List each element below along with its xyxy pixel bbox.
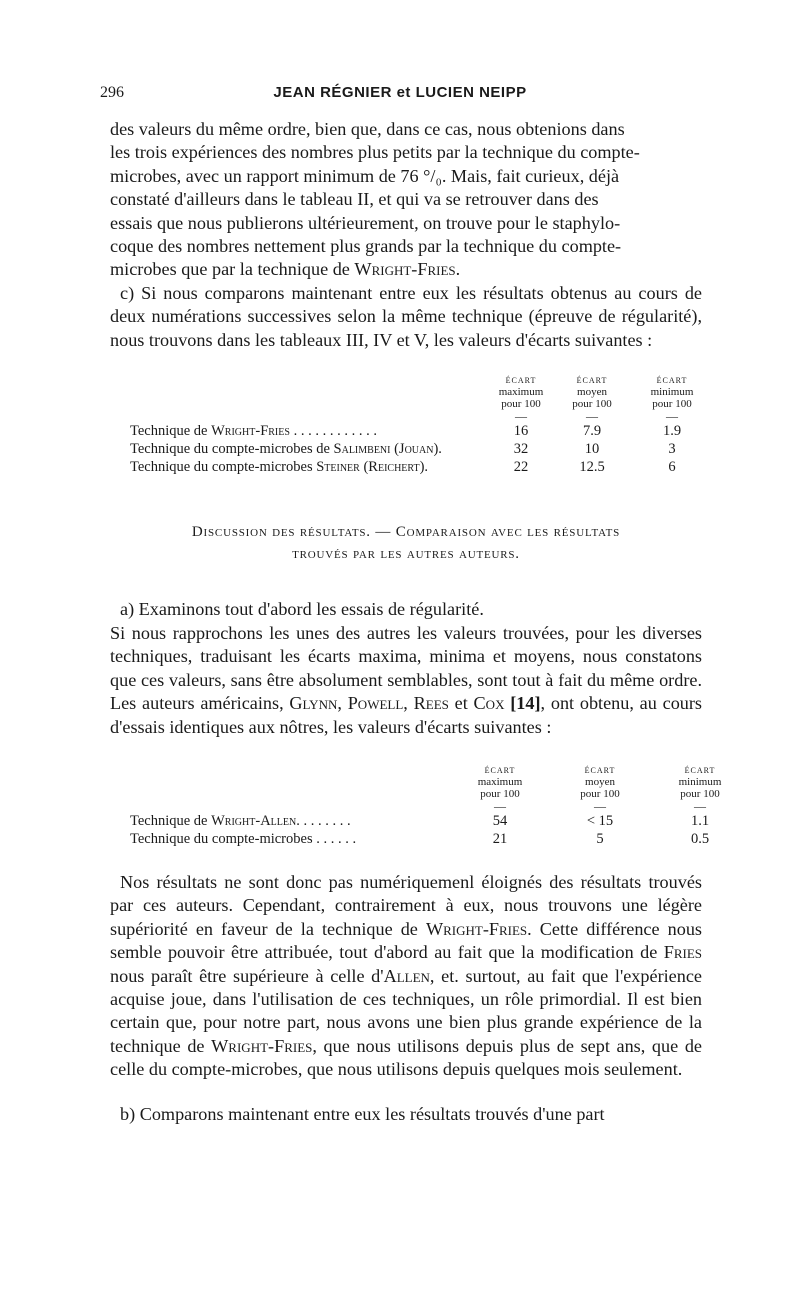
paragraph-c: c) Si nous comparons maintenant entre eux les résultats obtenus au cours de deux numérations successives selon la même technique (épreuve de régularité), nous trouvons dans les tableaux III, IV et V, les valeurs d'écarts suivantes :	[110, 283, 702, 350]
table-row: Technique de Wright-Fries . . . . . . . . . . . . 16 7.9 1.9	[130, 423, 682, 439]
table-row: Technique de Wright-Allen. . . . . . . . 54 < 15 1.1	[130, 813, 710, 829]
page-header	[100, 84, 700, 108]
paragraph-b: b) Comparons maintenant entre eux les résultats trouvés d'une part	[120, 1104, 605, 1124]
column-header: écart maximum pour 100	[477, 764, 523, 800]
table-regularity-american: écart maximum pour 100 écart moyen pour 100 écart minimum pour 100 — — — Technique de Wright-Allen. . . . . . . . 54 < 15 1.1 Technique du compte-microbes . . . . . . 21 5 0.5	[130, 764, 750, 848]
table-row: Technique du compte-microbes . . . . . . 21 5 0.5	[130, 831, 710, 847]
text-line: microbes, avec un rapport minimum de 76 °/₀. Mais, fait curieux, déjà	[110, 165, 620, 186]
text-line: les trois expériences des nombres plus petits par la technique du compte-	[110, 142, 640, 163]
column-header: écart moyen pour 100	[580, 764, 620, 800]
column-header: écart minimum pour 100	[678, 764, 722, 800]
column-header: écart moyen pour 100	[572, 374, 612, 410]
reference-citation: [14]	[504, 693, 541, 714]
running-head: JEAN RÉGNIER et LUCIEN NEIPP	[273, 84, 527, 101]
text-line: des valeurs du même ordre, bien que, dans ce cas, nous obtenions dans	[110, 119, 625, 139]
table-row: Technique du compte-microbes Steiner (Reichert). 22 12.5 6	[130, 459, 676, 475]
paragraph-continuation	[110, 118, 702, 282]
page-number: 296	[100, 84, 124, 101]
section-heading: Discussion des résultats. — Comparaison avec les résultats trouvés par les autres auteurs.	[191, 524, 621, 562]
text-line: constaté d'ailleurs dans le tableau II, et qui va se retrouver dans des	[110, 189, 599, 210]
paragraph-a: a) Examinons tout d'abord les essais de régularité.	[120, 599, 484, 619]
text-line: essais que nous publierons ultérieurement, on trouve pour le staphylo-	[110, 212, 621, 233]
table-row: Technique du compte-microbes de Salimbeni (Jouan). 32 10 3	[130, 441, 676, 457]
paragraph-comparison: Si nous rapprochons les unes des autres les valeurs trouvées, pour les diverses techniques, traduisant les écarts maxima, minima et moyens, nous constatons que ces valeurs, sans être absolument semblables, sont tout à fait du même ordre. Les auteurs américains, Glynn, Powell, Rees et Cox [14], ont obtenu, au cours d'essais identiques aux nôtres, les valeurs d'écarts suivantes :	[110, 623, 703, 737]
table-regularity-ours: écart maximum pour 100 écart moyen pour 100 écart minimum pour 100 — — — Technique de Wright-Fries . . . . . . . . . . . . 16 7.9 1.9 Technique du compte-microbes de Salimbeni (Jouan). 32 10 3 Technique du compte-microbes Steiner (Reichert). 22 12.5 6	[130, 374, 712, 476]
text-line: coque des nombres nettement plus grands par la technique du compte-	[110, 236, 622, 257]
paragraph-conclusion: Nos résultats ne sont donc pas numériquemenl éloignés des résultats trouvés par ces auteurs. Cependant, contrairement à eux, nous trouvons une légère supériorité en faveur de la technique de Wright-Fries. Cette différence nous semble pouvoir être attribuée, tout d'abord au fait que la modification de Fries nous paraît être supérieure à celle d'Allen, et. surtout, au fait que l'expérience acquise joue, dans l'utilisation de ces techniques, un rôle primordial. Il est bien certain que, pour notre part, nous avons une bien plus grande expérience de la technique de Wright-Fries, que nous utilisons depuis plus de sept ans, que de celle du compte-microbes, que nous utilisons depuis quelques mois seulement.	[110, 872, 702, 1080]
column-header: écart maximum pour 100	[498, 374, 544, 410]
column-header: écart minimum pour 100	[650, 374, 694, 410]
text-line: microbes que par la technique de Wright-Fries.	[110, 259, 461, 280]
